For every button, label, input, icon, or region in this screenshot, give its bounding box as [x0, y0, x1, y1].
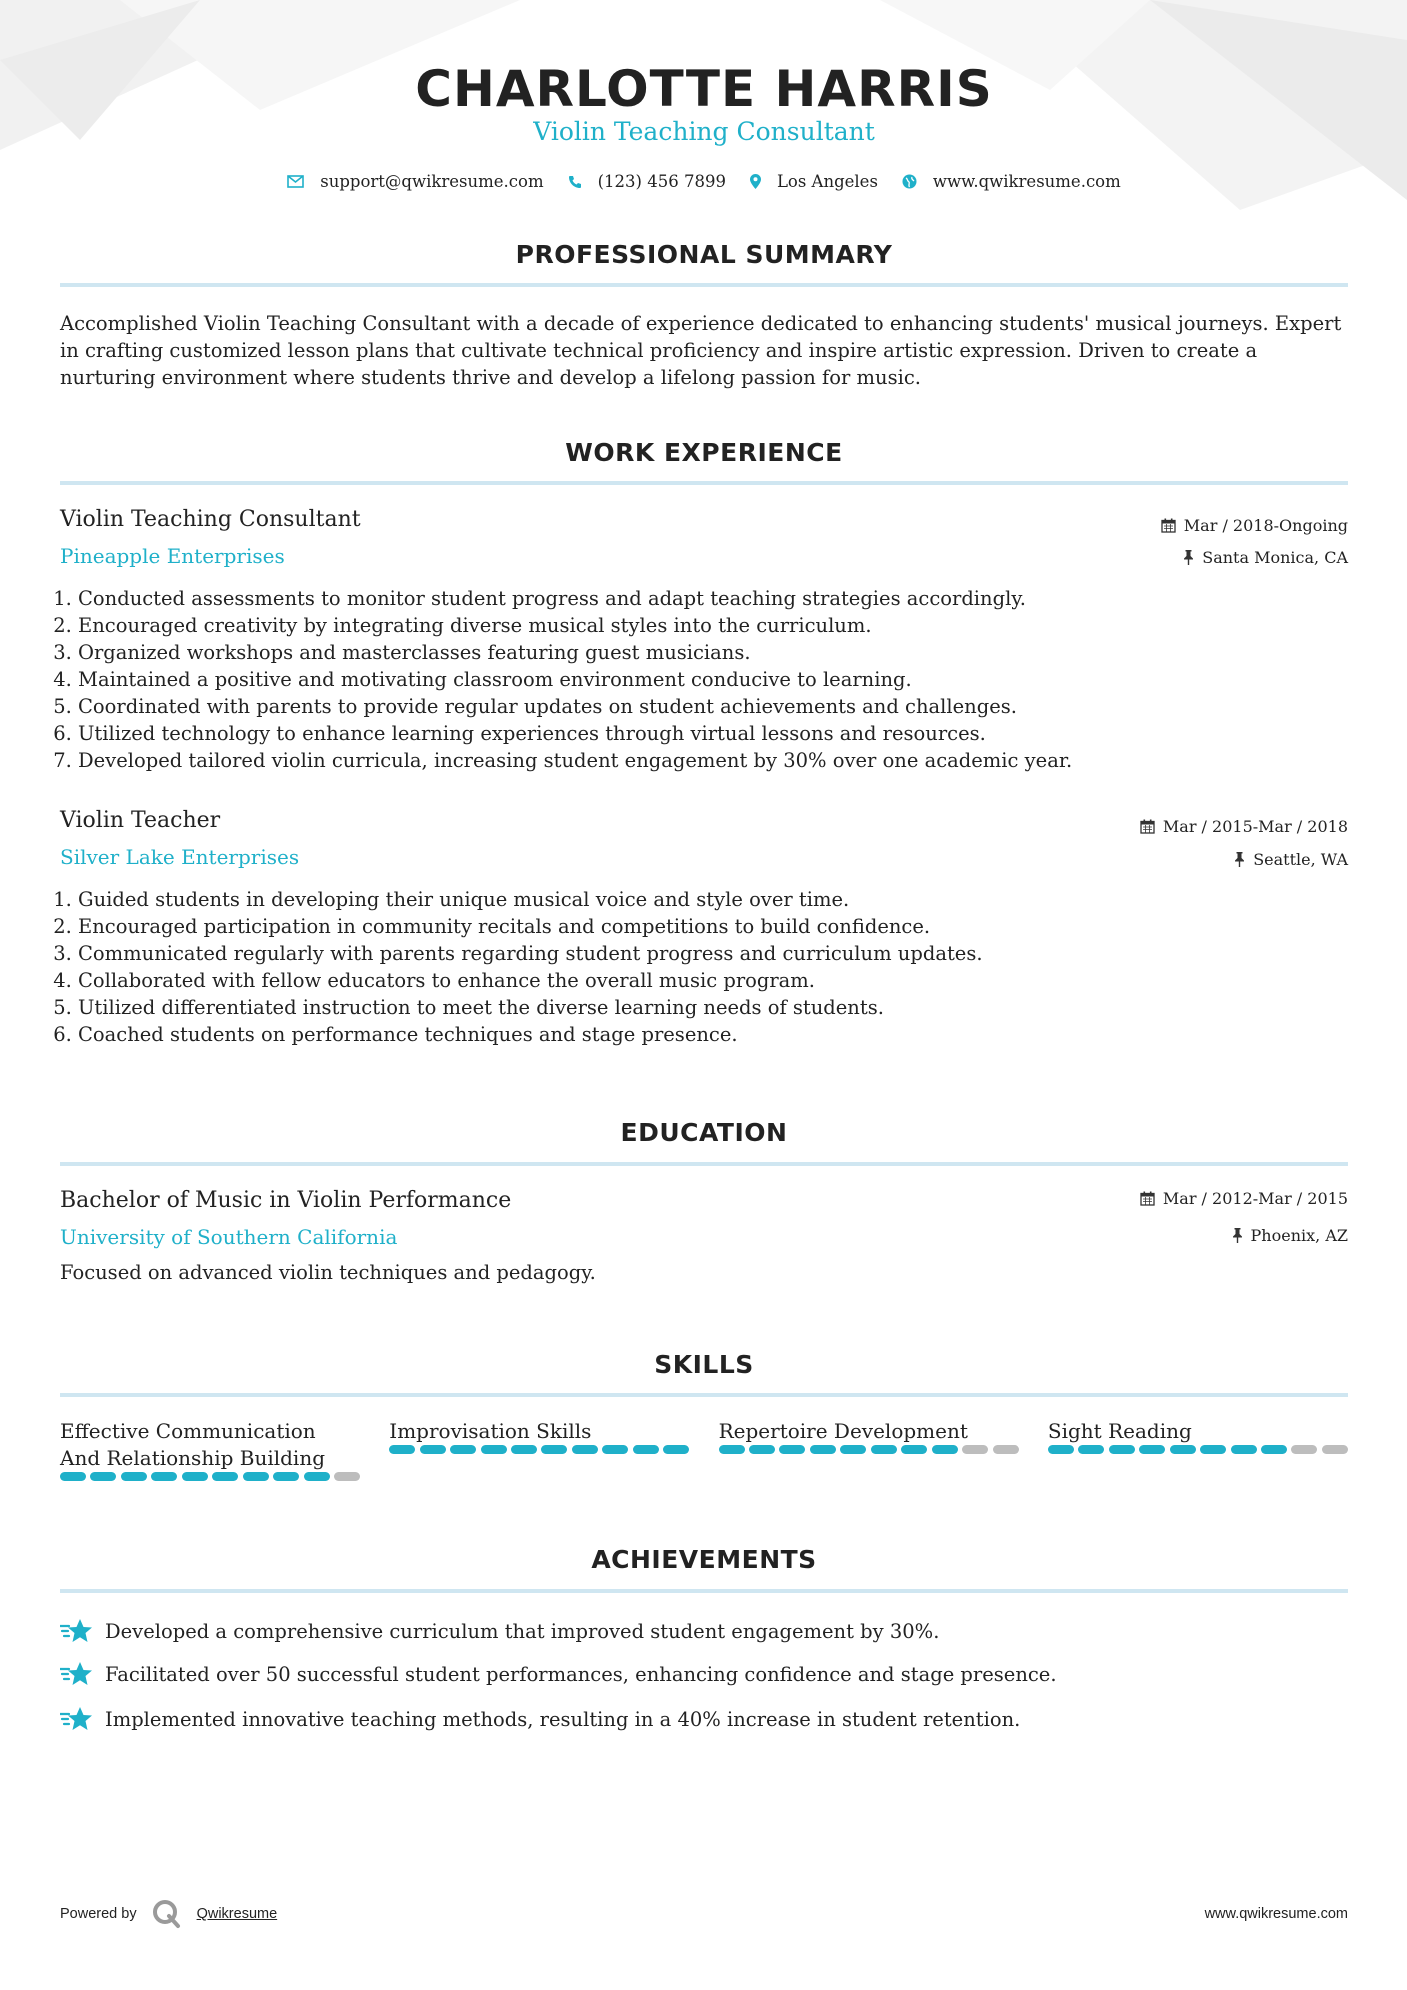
- job-bullet: 4. Collaborated with fellow educators to enhance the overall music program.: [78, 967, 1348, 994]
- envelope-icon: [287, 175, 304, 188]
- job-bullet: 2. Encouraged participation in community recitals and competitions to build confidence.: [78, 913, 1348, 940]
- job-bullet: 6. Coached students on performance techniques and stage presence.: [78, 1021, 1348, 1048]
- skill-segment-filled: [450, 1445, 476, 1454]
- achievement-text: Developed a comprehensive curriculum that improved student engagement by 30%.: [105, 1619, 940, 1643]
- skill-segment-filled: [663, 1445, 689, 1454]
- footer-powered-by: [60, 1898, 277, 1930]
- qwikresume-logo-icon: [151, 1898, 183, 1930]
- education-dates-text: Mar / 2012-Mar / 2015: [1162, 1189, 1348, 1208]
- skill-segment-empty: [1322, 1445, 1348, 1454]
- job-location-text: Santa Monica, CA: [1202, 548, 1348, 567]
- skill-segment-empty: [962, 1445, 988, 1454]
- job-location: [1234, 850, 1348, 869]
- skill-level-bar: [1048, 1445, 1348, 1454]
- skill-segment-filled: [389, 1445, 415, 1454]
- skill-segment-filled: [481, 1445, 507, 1454]
- globe-icon: [902, 174, 917, 189]
- job-bullet: 5. Utilized differentiated instruction to meet the diverse learning needs of students.: [78, 994, 1348, 1021]
- skill-segment-filled: [121, 1472, 147, 1481]
- skill-segment-filled: [719, 1445, 745, 1454]
- education-divider: [60, 1162, 1348, 1166]
- job-dates-text: Mar / 2015-Mar / 2018: [1162, 817, 1348, 836]
- job-dates: [1140, 817, 1348, 836]
- map-pin-icon: [750, 174, 761, 189]
- skill-segment-filled: [1139, 1445, 1165, 1454]
- skill-segment-filled: [602, 1445, 628, 1454]
- skill-segment-filled: [1200, 1445, 1226, 1454]
- job-bullet: 4. Maintained a positive and motivating classroom environment conducive to learning.: [78, 666, 1348, 693]
- job-bullet: 1. Conducted assessments to monitor student progress and adapt teaching strategies accordingly.: [78, 585, 1348, 612]
- job-dates-text: Mar / 2018-Ongoing: [1183, 516, 1348, 535]
- skill-segment-filled: [304, 1472, 330, 1481]
- education-school: University of Southern California: [60, 1225, 398, 1249]
- skill-segment-filled: [90, 1472, 116, 1481]
- education-description: Focused on advanced violin techniques and pedagogy.: [60, 1261, 596, 1284]
- job-bullet: 1. Guided students in developing their unique musical voice and style over time.: [78, 886, 1348, 913]
- job-bullet: 3. Organized workshops and masterclasses featuring guest musicians.: [78, 639, 1348, 666]
- job-location-text: Seattle, WA: [1253, 850, 1348, 869]
- education-degree: Bachelor of Music in Violin Performance: [60, 1188, 512, 1213]
- star-icon: [60, 1705, 93, 1733]
- summary-text: Accomplished Violin Teaching Consultant with a decade of experience dedicated to enhancing students' musical journeys. Expert in crafting customized lesson plans that cultivate technical proficiency and inspire artistic expression. Driven to create a nurturing environment where students thrive and develop a lifelong passion for music.: [60, 312, 1342, 389]
- pushpin-icon: [1232, 1228, 1243, 1243]
- contact-website-text: www.qwikresume.com: [932, 172, 1121, 191]
- calendar-icon: [1161, 518, 1176, 533]
- contact-phone[interactable]: [568, 172, 726, 191]
- skill-label: Sight Reading: [1047, 1419, 1192, 1443]
- powered-by-label: Powered by: [60, 1906, 137, 1922]
- job-bullet: 5. Coordinated with parents to provide regular updates on student achievements and challenges.: [78, 693, 1348, 720]
- job-location: [1183, 548, 1348, 567]
- achievement-item: [60, 1617, 939, 1645]
- pushpin-icon: [1183, 550, 1194, 565]
- skill-segment-filled: [901, 1445, 927, 1454]
- skill-segment-filled: [1109, 1445, 1135, 1454]
- job-bullet: 6. Utilized technology to enhance learning experiences through virtual lessons and resources.: [78, 720, 1348, 747]
- job-dates: [1161, 516, 1348, 535]
- contact-email[interactable]: [287, 172, 543, 191]
- skill-segment-filled: [871, 1445, 897, 1454]
- summary-heading: PROFESSIONAL SUMMARY: [515, 240, 893, 269]
- job-bullet: 7. Developed tailored violin curricula, increasing student engagement by 30% over one academic year.: [78, 747, 1348, 774]
- job-company: Pineapple Enterprises: [60, 544, 285, 568]
- candidate-name: CHARLOTTE HARRIS: [415, 60, 993, 118]
- contact-website[interactable]: [902, 172, 1121, 191]
- job-bullet: 3. Communicated regularly with parents regarding student progress and curriculum updates.: [78, 940, 1348, 967]
- phone-icon: [568, 175, 582, 189]
- skill-level-bar: [60, 1472, 360, 1481]
- summary-divider: [60, 283, 1348, 287]
- skill-segment-filled: [420, 1445, 446, 1454]
- achievements-divider: [60, 1589, 1348, 1593]
- skill-segment-filled: [1170, 1445, 1196, 1454]
- job-title: Violin Teacher: [60, 808, 221, 833]
- experience-divider: [60, 481, 1348, 485]
- skill-label: Improvisation Skills: [389, 1419, 592, 1443]
- education-heading: EDUCATION: [620, 1118, 788, 1147]
- skill-segment-filled: [182, 1472, 208, 1481]
- pushpin-icon: [1234, 852, 1245, 867]
- education-location-text: Phoenix, AZ: [1250, 1226, 1348, 1245]
- skill-segment-filled: [151, 1472, 177, 1481]
- qwikresume-link[interactable]: Qwikresume: [196, 1906, 278, 1922]
- skill-segment-filled: [541, 1445, 567, 1454]
- skill-segment-filled: [749, 1445, 775, 1454]
- star-icon: [60, 1660, 93, 1688]
- skill-segment-filled: [1261, 1445, 1287, 1454]
- skill-label: Effective Communication And Relationship Building: [60, 1419, 326, 1470]
- job-bullets: [60, 585, 1348, 774]
- job-title: Violin Teaching Consultant: [60, 507, 361, 532]
- contact-email-text: support@qwikresume.com: [320, 172, 544, 191]
- skills-heading: SKILLS: [654, 1350, 754, 1379]
- achievement-text: Facilitated over 50 successful student performances, enhancing confidence and stage presence.: [105, 1662, 1057, 1686]
- skill-segment-filled: [1048, 1445, 1074, 1454]
- job-bullets: [60, 886, 1348, 1048]
- footer-website[interactable]: www.qwikresume.com: [1204, 1906, 1348, 1922]
- skill-item: [60, 1418, 360, 1481]
- skill-segment-filled: [633, 1445, 659, 1454]
- skill-segment-filled: [779, 1445, 805, 1454]
- calendar-icon: [1140, 1191, 1155, 1206]
- skill-segment-empty: [334, 1472, 360, 1481]
- skill-segment-empty: [993, 1445, 1019, 1454]
- skill-segment-filled: [273, 1472, 299, 1481]
- skill-item: [719, 1418, 1019, 1481]
- skill-segment-filled: [1078, 1445, 1104, 1454]
- skill-segment-filled: [810, 1445, 836, 1454]
- achievements-heading: ACHIEVEMENTS: [591, 1545, 817, 1574]
- skill-item: [1048, 1418, 1348, 1481]
- skill-segment-filled: [212, 1472, 238, 1481]
- skills-grid: [60, 1418, 1348, 1481]
- achievement-item: [60, 1705, 1020, 1733]
- achievement-text: Implemented innovative teaching methods, resulting in a 40% increase in student retention.: [105, 1707, 1021, 1731]
- skill-segment-filled: [572, 1445, 598, 1454]
- skill-segment-filled: [511, 1445, 537, 1454]
- education-location: [1232, 1226, 1348, 1245]
- calendar-icon: [1140, 819, 1155, 834]
- education-dates: [1140, 1189, 1348, 1208]
- contact-bar: [60, 172, 1348, 191]
- skills-divider: [60, 1393, 1348, 1397]
- contact-location: [750, 172, 878, 191]
- job-bullet: 2. Encouraged creativity by integrating diverse musical styles into the curriculum.: [78, 612, 1348, 639]
- experience-heading: WORK EXPERIENCE: [565, 438, 843, 467]
- star-icon: [60, 1617, 93, 1645]
- skill-segment-filled: [932, 1445, 958, 1454]
- skill-segment-filled: [60, 1472, 86, 1481]
- skill-level-bar: [389, 1445, 689, 1454]
- skill-segment-filled: [243, 1472, 269, 1481]
- skill-segment-filled: [840, 1445, 866, 1454]
- skill-segment-filled: [1231, 1445, 1257, 1454]
- contact-location-text: Los Angeles: [776, 172, 878, 191]
- skill-item: [389, 1418, 689, 1481]
- contact-phone-text: (123) 456 7899: [597, 172, 726, 191]
- skill-level-bar: [719, 1445, 1019, 1454]
- achievement-item: [60, 1660, 1057, 1688]
- skill-label: Repertoire Development: [718, 1419, 968, 1443]
- skill-segment-empty: [1291, 1445, 1317, 1454]
- candidate-title: Violin Teaching Consultant: [533, 117, 875, 146]
- job-company: Silver Lake Enterprises: [60, 845, 300, 869]
